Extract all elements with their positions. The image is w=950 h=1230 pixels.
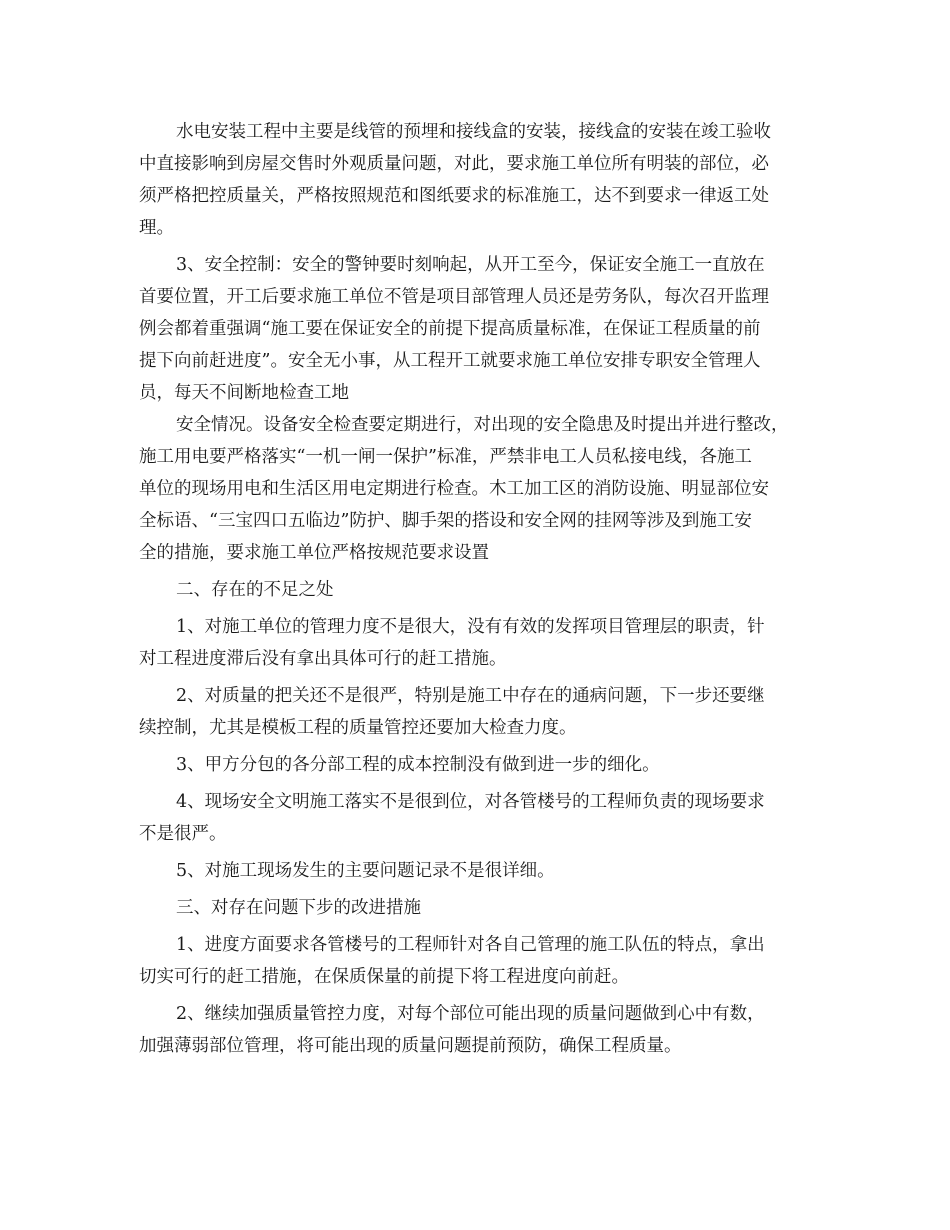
paragraph-shortcoming-3 bbox=[139, 749, 829, 781]
text-line: 全的措施，要求施工单位严格按规范要求设置 bbox=[139, 543, 489, 563]
text-line: 提下向前赶进度”。安全无小事，从工程开工就要求施工单位安排专职安全管理人 bbox=[139, 351, 761, 371]
paragraph-safety-status bbox=[139, 409, 829, 569]
text-line: 2、继续加强质量管控力度，对每个部位可能出现的质量问题做到心中有数， bbox=[176, 1004, 765, 1024]
text-line: 中直接影响到房屋交售时外观质量问题，对此，要求施工单位所有明装的部位，必 bbox=[139, 154, 769, 174]
text-line: 续控制，尤其是模板工程的质量管控还要加大检查力度。 bbox=[139, 718, 577, 738]
text-line: 2、对质量的把关还不是很严，特别是施工中存在的通病问题，下一步还要继 bbox=[176, 686, 765, 706]
text-line: 3、甲方分包的各分部工程的成本控制没有做到进一步的细化。 bbox=[176, 755, 660, 775]
paragraph-shortcoming-1 bbox=[139, 611, 829, 675]
paragraph-plumbing-installation bbox=[139, 116, 829, 244]
paragraph-shortcoming-2 bbox=[139, 680, 829, 744]
text-line: 加强薄弱部位管理，将可能出现的质量问题提前预防，确保工程质量。 bbox=[139, 1036, 682, 1056]
paragraph-improvement-2 bbox=[139, 998, 829, 1062]
document-body bbox=[139, 116, 829, 1062]
text-line: 对工程进度滞后没有拿出具体可行的赶工措施。 bbox=[139, 649, 507, 669]
text-line: 3、安全控制：安全的警钟要时刻响起，从开工至今，保证安全施工一直放在 bbox=[176, 255, 765, 275]
text-line: 5、对施工现场发生的主要问题记录不是很详细。 bbox=[176, 861, 555, 881]
text-line: 1、对施工单位的管理力度不是很大，没有有效的发挥项目管理层的职责，针 bbox=[176, 617, 765, 637]
section-heading: 三、对存在问题下步的改进措施 bbox=[176, 898, 421, 918]
text-line: 例会都着重强调“施工要在保证安全的前提下提高质量标准，在保证工程质量的前 bbox=[139, 319, 761, 339]
text-line: 员，每天不间断地检查工地 bbox=[139, 383, 349, 403]
text-line: 施工用电要严格落实“一机一闸一保护”标准，严禁非电工人员私接电线，各施工 bbox=[139, 447, 752, 467]
text-line: 切实可行的赶工措施，在保质保量的前提下将工程进度向前赶。 bbox=[139, 967, 629, 987]
paragraph-improvement-1 bbox=[139, 929, 829, 993]
text-line: 安全情况。设备安全检查要定期进行，对出现的安全隐患及时提出并进行整改， bbox=[176, 415, 789, 435]
section-heading-improvements bbox=[139, 892, 829, 924]
text-line: 理。 bbox=[139, 218, 174, 238]
section-heading: 二、存在的不足之处 bbox=[176, 580, 334, 600]
paragraph-safety-control bbox=[139, 249, 829, 409]
text-line: 4、现场安全文明施工落实不是很到位，对各管楼号的工程师负责的现场要求 bbox=[176, 792, 765, 812]
text-line: 1、进度方面要求各管楼号的工程师针对各自己管理的施工队伍的特点，拿出 bbox=[176, 935, 765, 955]
text-line: 单位的现场用电和生活区用电定期进行检查。木工加工区的消防设施、明显部位安 bbox=[139, 479, 769, 499]
text-line: 水电安装工程中主要是线管的预埋和接线盒的安装，接线盒的安装在竣工验收 bbox=[176, 122, 771, 142]
text-line: 全标语、“三宝四口五临边”防护、脚手架的搭设和安全网的挂网等涉及到施工安 bbox=[139, 511, 752, 531]
text-line: 须严格把控质量关，严格按照规范和图纸要求的标准施工，达不到要求一律返工处 bbox=[139, 186, 769, 206]
paragraph-shortcoming-4 bbox=[139, 786, 829, 850]
text-line: 首要位置，开工后要求施工单位不管是项目部管理人员还是劳务队，每次召开监理 bbox=[139, 287, 769, 307]
text-line: 不是很严。 bbox=[139, 824, 227, 844]
paragraph-shortcoming-5 bbox=[139, 855, 829, 887]
section-heading-shortcomings bbox=[139, 574, 829, 606]
